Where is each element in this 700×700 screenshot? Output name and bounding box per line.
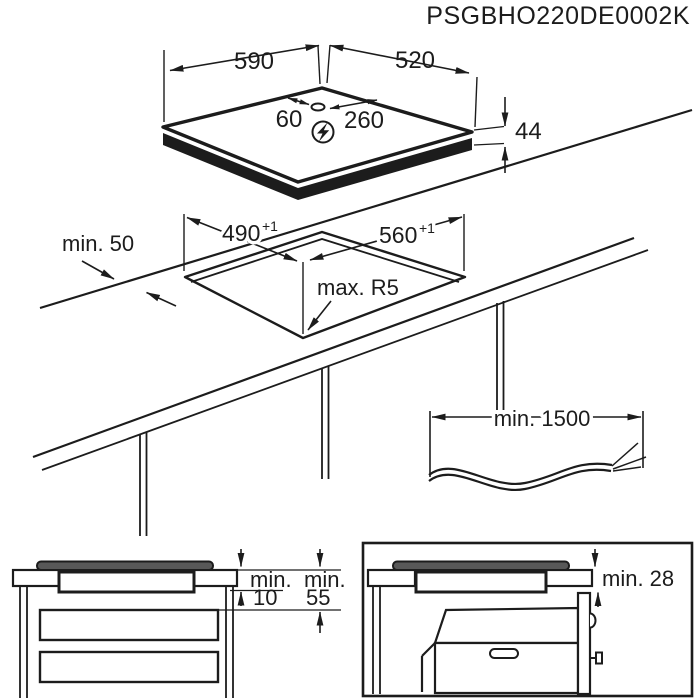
hob-height-label: 44 — [515, 118, 542, 145]
worktop-section-right — [190, 570, 237, 586]
worktop-section-left — [368, 570, 415, 586]
cable-length-label: min. 1500 — [493, 406, 591, 431]
power-cable-view — [429, 406, 646, 490]
drawer-clearance-view — [13, 549, 346, 698]
rear-clearance-arrow — [82, 261, 114, 279]
hob-body-profile — [416, 572, 546, 592]
cable-gland-oval — [312, 104, 325, 111]
rear-clearance-arrow — [147, 293, 177, 307]
oven-handle — [490, 649, 518, 658]
ext-line — [474, 144, 504, 146]
hob-glass-profile — [37, 562, 213, 571]
cutout-width-tolerance: +1 — [419, 220, 435, 236]
oven-clearance-view — [363, 543, 692, 696]
ext-line — [318, 46, 320, 84]
product-code: PSGBHO220DE0002K — [426, 2, 690, 30]
cutout-depth-tolerance: +1 — [262, 218, 278, 234]
oven-side-bump — [590, 614, 596, 628]
cutout-width-label: 560 — [379, 222, 418, 248]
ext-line — [475, 77, 477, 127]
hob-width-label: 590 — [233, 48, 275, 75]
gland-side-offset-label: 260 — [343, 107, 385, 134]
drawer-front-lower — [40, 652, 218, 682]
drawer-clearance-min: min. — [250, 567, 292, 592]
gland-back-offset-label: 60 — [275, 106, 303, 133]
shelf-clearance-min: min. — [304, 567, 346, 592]
oven-side-panel — [578, 593, 590, 694]
hob-body-profile — [59, 572, 194, 592]
hob-depth-label: 520 — [394, 47, 436, 74]
oven-clearance-label: min. 28 — [602, 566, 675, 591]
worktop-section-right — [545, 570, 592, 586]
cable-icon — [429, 443, 646, 490]
ext-line — [474, 127, 504, 131]
cabinet-legs — [140, 301, 504, 536]
drawer-clearance-value: 10 — [253, 585, 278, 610]
drawer-front-upper — [40, 610, 218, 640]
cutout-depth-label: 490 — [222, 220, 261, 246]
shelf-clearance-value: 55 — [306, 585, 331, 610]
worktop-section-left — [13, 570, 60, 586]
oven-top — [435, 608, 578, 643]
ext-line — [327, 45, 330, 83]
rear-clearance-label: min. 50 — [62, 231, 135, 256]
oven-side-knob — [596, 653, 602, 664]
hob-glass-profile — [393, 562, 569, 571]
hob-isometric-view — [163, 45, 542, 200]
lightning-bolt-icon — [313, 122, 334, 143]
corner-radius-label: max. R5 — [317, 275, 399, 300]
